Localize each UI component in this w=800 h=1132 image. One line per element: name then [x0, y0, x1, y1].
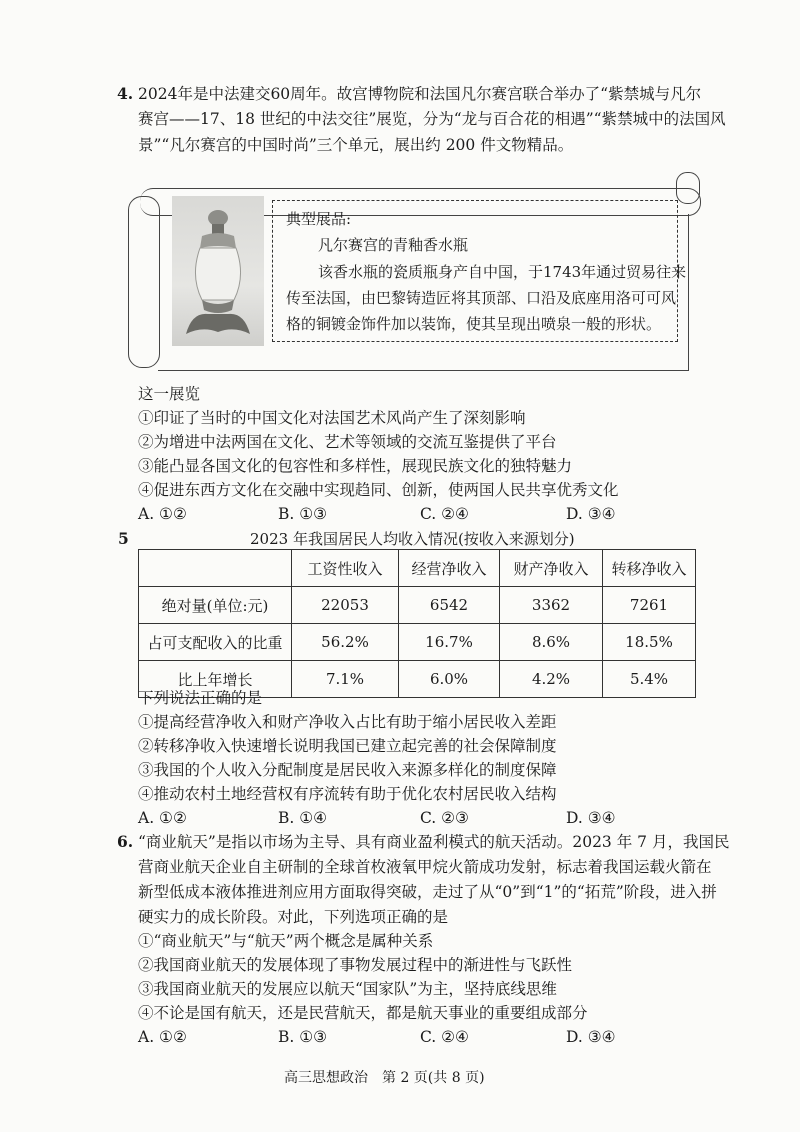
table-cell: 22053	[292, 587, 399, 624]
q6-option-2: ②我国商业航天的发展体现了事物发展过程中的渐进性与飞跃性	[138, 956, 573, 974]
q6-choice-d[interactable]: D. ③④	[566, 1028, 616, 1046]
q6-choice-c[interactable]: C. ②④	[420, 1028, 469, 1046]
question-number-4: 4.	[117, 84, 134, 103]
question-number-6: 6.	[117, 832, 134, 851]
table-cell: 7261	[603, 587, 696, 624]
q5-option-4: ④推动农村土地经营权有序流转有助于优化农村居民收入结构	[138, 785, 557, 803]
q6-stem-line-4: 硬实力的成长阶段。对此，下列选项正确的是	[138, 908, 449, 926]
table-cell: 56.2%	[292, 624, 399, 661]
table-header-cell: 工资性收入	[292, 550, 399, 587]
q6-option-3: ③我国商业航天的发展应以航天“国家队”为主，坚持底线思维	[138, 980, 557, 998]
q4-stem-line-3: 景”“凡尔赛宫的中国时尚”三个单元，展出约 200 件文物精品。	[138, 136, 574, 154]
table-cell: 占可支配收入的比重	[139, 624, 292, 661]
q4-choice-b[interactable]: B. ①③	[278, 505, 328, 523]
scroll-frame-left-roll	[128, 196, 160, 368]
table-cell: 比上年增长	[139, 661, 292, 698]
table-cell: 6542	[399, 587, 500, 624]
table-cell: 8.6%	[500, 624, 603, 661]
q4-option-2: ②为增进中法两国在文化、艺术等领域的交流互鉴提供了平台	[138, 433, 557, 451]
table-cell: 绝对量(单位:元)	[139, 587, 292, 624]
table-header-cell: 经营净收入	[399, 550, 500, 587]
q5-choice-a[interactable]: A. ①②	[138, 809, 187, 827]
income-table	[138, 549, 696, 698]
perfume-bottle-image	[172, 196, 264, 346]
q6-stem-line-2: 营商业航天企业自主研制的全球首枚液氧甲烷火箭成功发射，标志着我国运载火箭在	[138, 858, 712, 876]
q4-stem-line-1: 2024年是中法建交60周年。故宫博物院和法国凡尔赛宫联合举办了“紫禁城与凡尔	[138, 85, 702, 103]
scroll-frame-curl	[676, 172, 700, 204]
q6-option-1: ①“商业航天”与“航天”两个概念是属种关系	[138, 932, 434, 950]
q4-option-1: ①印证了当时的中国文化对法国艺术风尚产生了深刻影响	[138, 409, 526, 427]
q6-choice-b[interactable]: B. ①③	[278, 1028, 328, 1046]
q5-option-3: ③我国的个人收入分配制度是居民收入来源多样化的制度保障	[138, 761, 557, 779]
exhibit-heading: 典型展品:	[286, 210, 352, 228]
table-cell: 5.4%	[603, 661, 696, 698]
q6-choice-a[interactable]: A. ①②	[138, 1028, 187, 1046]
q5-choice-d[interactable]: D. ③④	[566, 809, 616, 827]
q4-lead: 这一展览	[138, 385, 201, 403]
exhibit-desc-line-3: 格的铜镀金饰件加以装饰，使其呈现出喷泉一般的形状。	[286, 315, 662, 333]
table-cell: 6.0%	[399, 661, 500, 698]
table-row	[139, 587, 696, 624]
question-number-5: 5	[118, 529, 129, 548]
table-title: 2023 年我国居民人均收入情况(按收入来源划分)	[250, 530, 575, 548]
q4-option-3: ③能凸显各国文化的包容性和多样性，展现民族文化的独特魅力	[138, 457, 573, 475]
table-header-cell: 财产净收入	[500, 550, 603, 587]
exhibit-name: 凡尔赛宫的青釉香水瓶	[318, 236, 469, 254]
q4-choice-d[interactable]: D. ③④	[566, 505, 616, 523]
table-cell: 7.1%	[292, 661, 399, 698]
exhibit-desc-line-2: 传至法国，由巴黎铸造匠将其顶部、口沿及底座用洛可可风	[286, 289, 677, 307]
table-cell: 16.7%	[399, 624, 500, 661]
table-cell: 18.5%	[603, 624, 696, 661]
q5-option-1: ①提高经营净收入和财产净收入占比有助于缩小居民收入差距	[138, 713, 557, 731]
table-row	[139, 624, 696, 661]
table-header-cell	[139, 550, 292, 587]
q6-stem-line-1: “商业航天”是指以市场为主导、具有商业盈利模式的航天活动。2023 年 7 月，我国民	[138, 833, 730, 851]
q4-stem-line-2: 赛宫——17、18 世纪的中法交往”展览，分为“龙与百合花的相遇”“紫禁城中的法国风	[138, 110, 726, 128]
q6-option-4: ④不论是国有航天，还是民营航天，都是航天事业的重要组成部分	[138, 1004, 588, 1022]
table-header-cell: 转移净收入	[603, 550, 696, 587]
q5-choice-b[interactable]: B. ①④	[278, 809, 328, 827]
q5-choice-c[interactable]: C. ②③	[420, 809, 469, 827]
table-cell: 4.2%	[500, 661, 603, 698]
q4-option-4: ④促进东西方文化在交融中实现趋同、创新，使两国人民共享优秀文化	[138, 481, 619, 499]
table-header-row	[139, 550, 696, 587]
q5-option-2: ②转移净收入快速增长说明我国已建立起完善的社会保障制度	[138, 737, 557, 755]
table-cell: 3362	[500, 587, 603, 624]
q4-choice-a[interactable]: A. ①②	[138, 505, 187, 523]
page-footer: 高三思想政治 第 2 页(共 8 页)	[284, 1070, 485, 1086]
q6-stem-line-3: 新型低成本液体推进剂应用方面取得突破，走过了从“0”到“1”的“拓荒”阶段，进入拼	[138, 883, 717, 901]
q5-lead: 下列说法正确的是	[138, 689, 263, 707]
exhibit-desc-line-1: 该香水瓶的瓷质瓶身产自中国，于1743年通过贸易往来	[318, 263, 687, 281]
q4-choice-c[interactable]: C. ②④	[420, 505, 469, 523]
